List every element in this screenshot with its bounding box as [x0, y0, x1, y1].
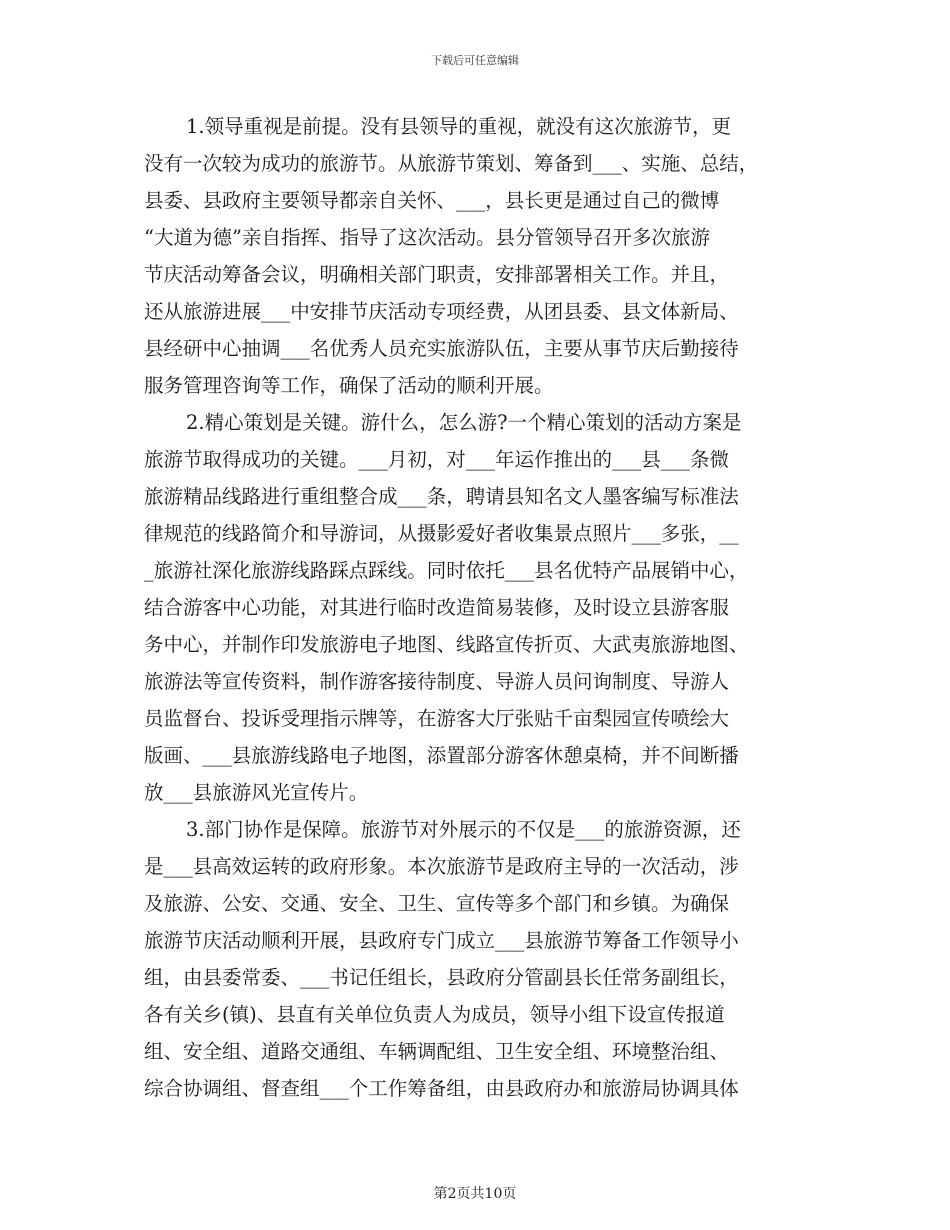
- text-line: 旅游精品线路进行重组整合成___条，聘请县知名文人墨客编写标准法: [144, 485, 739, 508]
- text-line: _旅游社深化旅游线路踩点踩线。同时依托___县名优特产品展销中心，: [144, 559, 749, 582]
- text-line: 还从旅游进展___中安排节庆活动专项经费，从团县委、县文体新局、: [144, 300, 739, 323]
- text-line: 组、安全组、道路交通组、车辆调配组、卫生安全组、环境整治组、: [144, 1040, 730, 1063]
- text-line: 各有关乡(镇)、县直有关单位负责人为成员，领导小组下设宣传报道: [144, 1003, 725, 1026]
- text-line: 律规范的线路简介和导游词，从摄影爱好者收集景点照片___多张，__: [144, 522, 739, 545]
- text-line: 放___县旅游风光宣传片。: [144, 781, 369, 804]
- text-line: 及旅游、公安、交通、安全、卫生、宣传等多个部门和乡镇。为确保: [144, 892, 730, 915]
- text-line: 是___县高效运转的政府形象。本次旅游节是政府主导的一次活动，涉: [144, 855, 739, 878]
- text-line: 县委、县政府主要领导都亲自关怀、___，县长更是通过自己的微博: [144, 189, 720, 212]
- page-header-note: 下载后可任意编辑: [431, 54, 519, 67]
- text-line: 旅游节庆活动顺利开展，县政府专门成立___县旅游节筹备工作领导小: [144, 929, 739, 952]
- text-line: 务中心，并制作印发旅游电子地图、线路宣传折页、大武夷旅游地图、: [144, 633, 749, 656]
- text-line: 服务管理咨询等工作，确保了活动的顺利开展。: [144, 374, 554, 397]
- text-line: 3.部门协作是保障。旅游节对外展示的不仅是___的旅游资源，还: [186, 818, 741, 841]
- text-line: 旅游法等宣传资料，制作游客接待制度、导游人员问询制度、导游人: [144, 670, 730, 693]
- text-line: 2.精心策划是关键。游什么，怎么游?一个精心策划的活动方案是: [186, 411, 742, 434]
- text-line: “大道为德”亲自指挥、指导了这次活动。县分管领导召开多次旅游: [144, 226, 710, 249]
- page-number: 第2页共10页: [433, 1186, 517, 1202]
- text-line: 综合协调组、督查组___个工作筹备组，由县政府办和旅游局协调具体: [144, 1077, 739, 1100]
- text-line: 结合游客中心功能，对其进行临时改造简易装修，及时设立县游客服: [144, 596, 730, 619]
- text-line: 节庆活动筹备会议，明确相关部门职责，安排部署相关工作。并且，: [144, 263, 730, 286]
- text-line: 旅游节取得成功的关键。___月初，对___年运作推出的___县___条微: [144, 448, 730, 471]
- text-line: 县经研中心抽调___名优秀人员充实旅游队伍，主要从事节庆后勤接待: [144, 337, 739, 360]
- text-line: 没有一次较为成功的旅游节。从旅游节策划、筹备到___、实施、总结，: [144, 152, 759, 175]
- text-line: 1.领导重视是前提。没有县领导的重视，就没有这次旅游节，更: [186, 115, 732, 138]
- text-line: 组，由县委常委、___书记任组长，县政府分管副县长任常务副组长，: [144, 966, 739, 989]
- text-line: 员监督台、投诉受理指示牌等，在游客大厅张贴千亩梨园宣传喷绘大: [144, 707, 730, 730]
- text-line: 版画、___县旅游线路电子地图，添置部分游客休憩桌椅，并不间断播: [144, 744, 739, 767]
